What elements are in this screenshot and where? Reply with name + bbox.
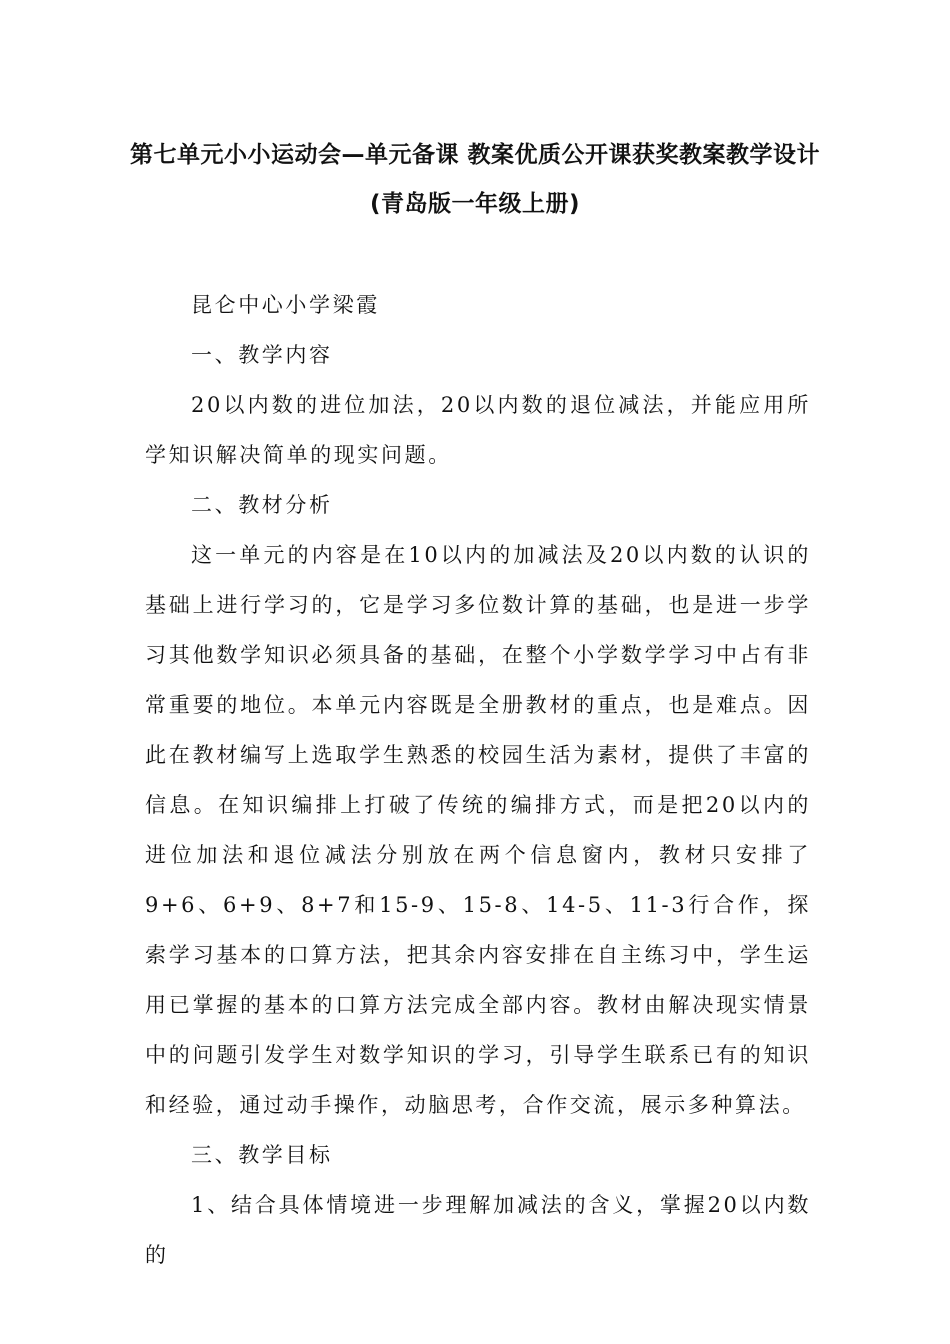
document-body: [145, 280, 811, 1280]
section-heading-analysis: 二、教材分析: [191, 493, 333, 517]
section-paragraph-analysis: 这一单元的内容是在10以内的加减法及20以内数的认识的基础上进行学习的，它是学习多位数计算的基础，也是进一步学习其他数学知识必须具备的基础，在整个小学数学学习中占有非常重要的地位。本单元内容既是全册教材的重点，也是难点。因此在教材编写上选取学生熟悉的校园生活为素材，提供了丰富的信息。在知识编排上打破了传统的编排方式，而是把20以内的进位加法和退位减法分别放在两个信息窗内，教材只安排了9+6、6+9、8+7和15-9、15-8、14-5、11-3行合作，探索学习基本的口算方法，把其余内容安排在自主练习中，学生运用已掌握的基本的口算方法完成全部内容。教材由解决现实情景中的问题引发学生对数学知识的学习，引导学生联系已有的知识和经验，通过动手操作，动脑思考，合作交流，展示多种算法。: [145, 543, 811, 1117]
author-line: 昆仑中心小学梁霞: [191, 293, 380, 317]
section-heading-content: 一、教学内容: [191, 343, 333, 367]
section-paragraph-content: 20以内数的进位加法，20以内数的退位减法，并能应用所学知识解决简单的现实问题。: [145, 393, 811, 467]
section-heading-objectives: 三、教学目标: [191, 1143, 333, 1167]
document-subtitle: (青岛版一年级上册): [369, 191, 581, 217]
objective-item-1: 1、结合具体情境进一步理解加减法的含义，掌握20以内数的: [145, 1193, 811, 1267]
document-title: 第七单元小小运动会—单元备课 教案优质公开课获奖教案教学设计: [129, 142, 820, 168]
